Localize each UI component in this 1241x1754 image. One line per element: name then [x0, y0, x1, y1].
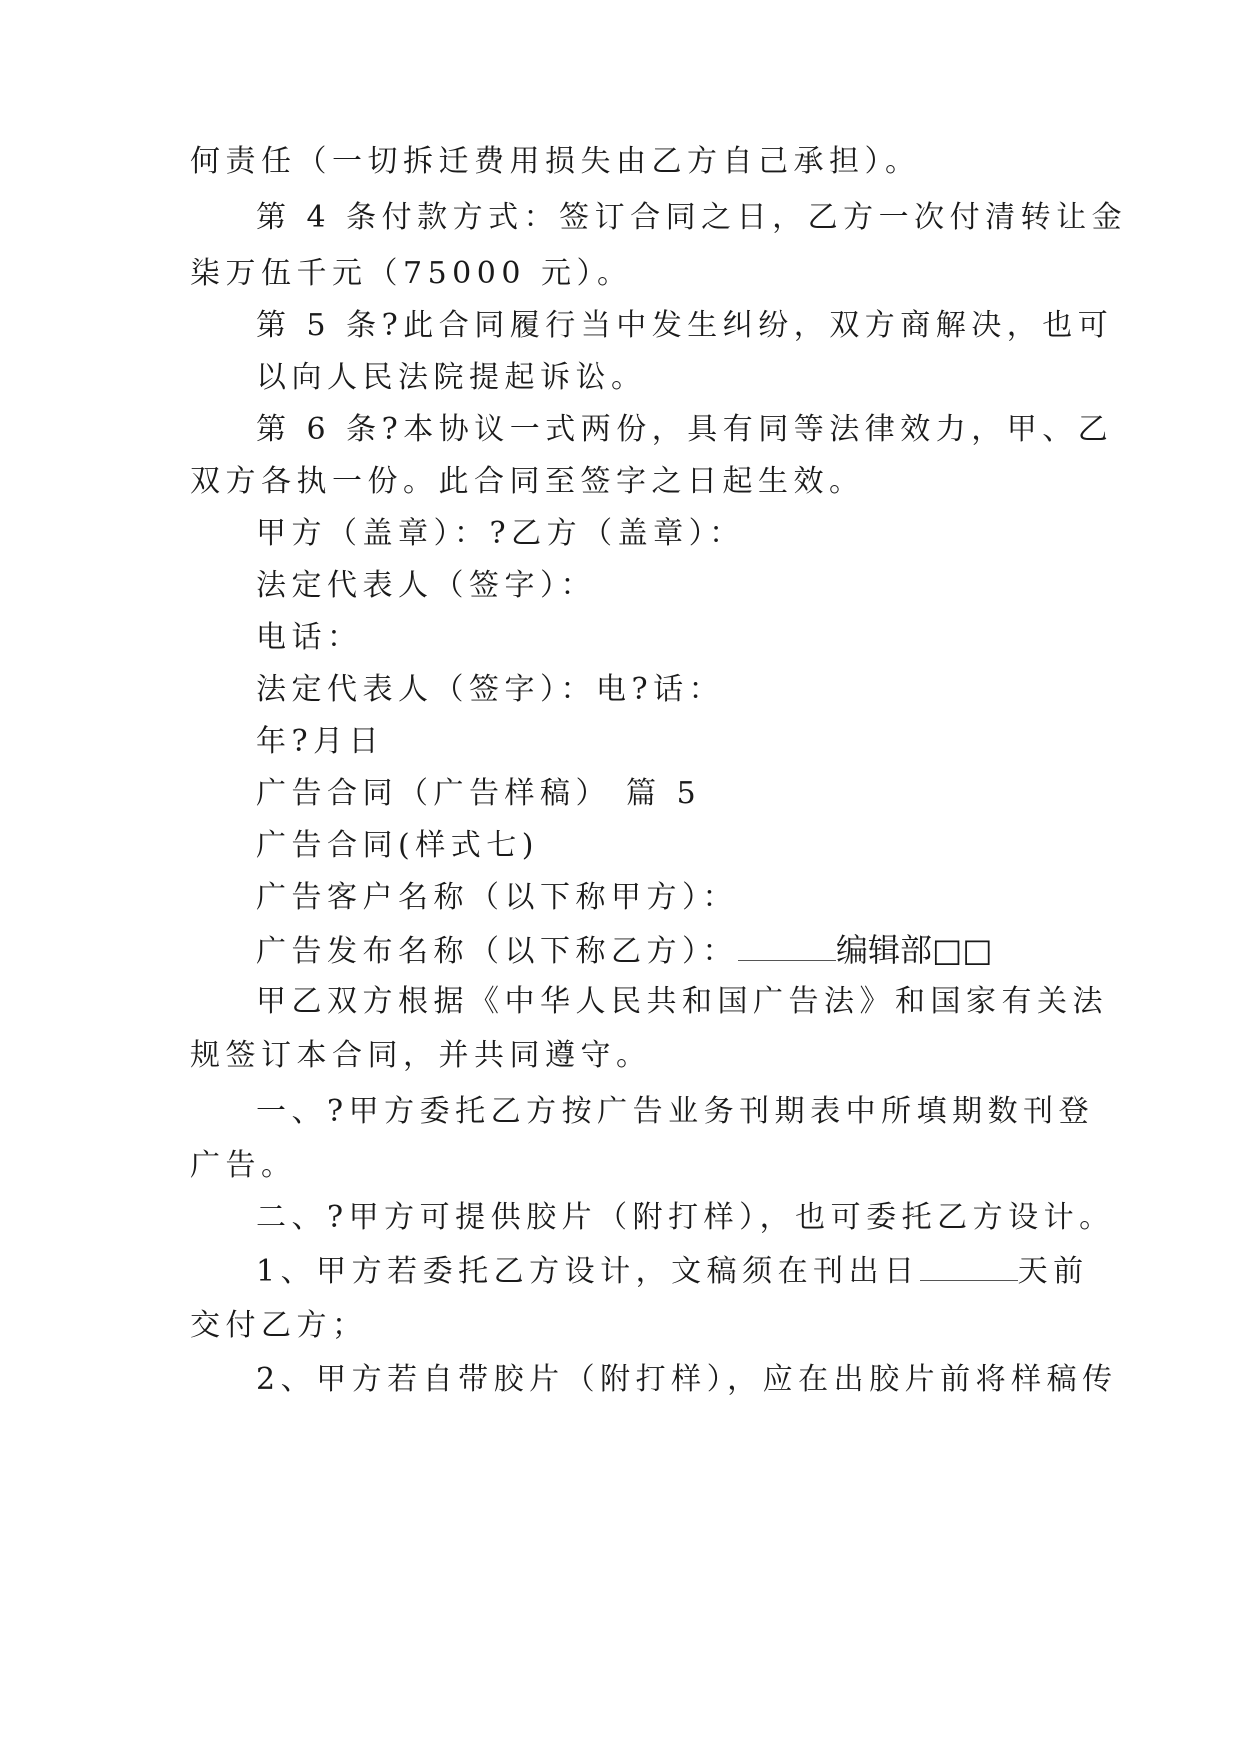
text-line-20: 广告。	[190, 1148, 297, 1183]
text-line-14: 广告合同(样式七)	[256, 828, 539, 863]
text-line-22	[256, 1252, 1089, 1292]
text-line-4: 第 5 条?此合同履行当中发生纠纷，双方商解决，也可	[256, 308, 1114, 343]
text-line-3: 柒万伍千元（75000 元）。	[190, 256, 633, 291]
text-line-16	[256, 930, 992, 972]
text-line-23: 交付乙方；	[190, 1308, 368, 1343]
text-line-7: 双方各执一份。此合同至签字之日起生效。	[190, 464, 865, 499]
text-line-12: 年?月日	[256, 724, 385, 759]
text-line-1: 何责任（一切拆迁费用损失由乙方自己承担）。	[190, 144, 921, 179]
text-line-11: 法定代表人（签字）：电?话：	[256, 672, 725, 707]
text-line-21: 二、?甲方可提供胶片（附打样），也可委托乙方设计。	[256, 1200, 1115, 1235]
text-line-19: 一、?甲方委托乙方按广告业务刊期表中所填期数刊登	[256, 1094, 1095, 1129]
text-line-10: 电话：	[256, 620, 363, 655]
publisher-label: 广告发布名称（以下称乙方）：	[256, 934, 738, 969]
days-label: 1、甲方若委托乙方设计，文稿须在刊出日	[256, 1254, 920, 1289]
blank-underline	[920, 1278, 1018, 1281]
text-line-15: 广告客户名称（以下称甲方）：	[256, 880, 738, 915]
text-line-17: 甲乙双方根据《中华人民共和国广告法》和国家有关法	[256, 984, 1108, 1019]
text-line-2: 第 4 条付款方式：签订合同之日，乙方一次付清转让金	[256, 200, 1128, 235]
publisher-suffix: 编辑部□□	[836, 931, 993, 969]
days-suffix: 天前	[1017, 1254, 1089, 1289]
text-line-6: 第 6 条?本协议一式两份，具有同等法律效力，甲、乙	[256, 412, 1114, 447]
text-line-5: 以向人民法院提起诉讼。	[256, 360, 647, 395]
blank-underline	[738, 958, 836, 961]
text-line-24: 2、甲方若自带胶片（附打样），应在出胶片前将样稿传	[256, 1362, 1118, 1397]
text-line-18: 规签订本合同，并共同遵守。	[190, 1038, 652, 1073]
section-heading: 广告合同（广告样稿） 篇 5	[256, 776, 702, 811]
text-line-8: 甲方（盖章）：?乙方（盖章）：	[256, 516, 745, 551]
text-line-9: 法定代表人（签字）：	[256, 568, 596, 603]
